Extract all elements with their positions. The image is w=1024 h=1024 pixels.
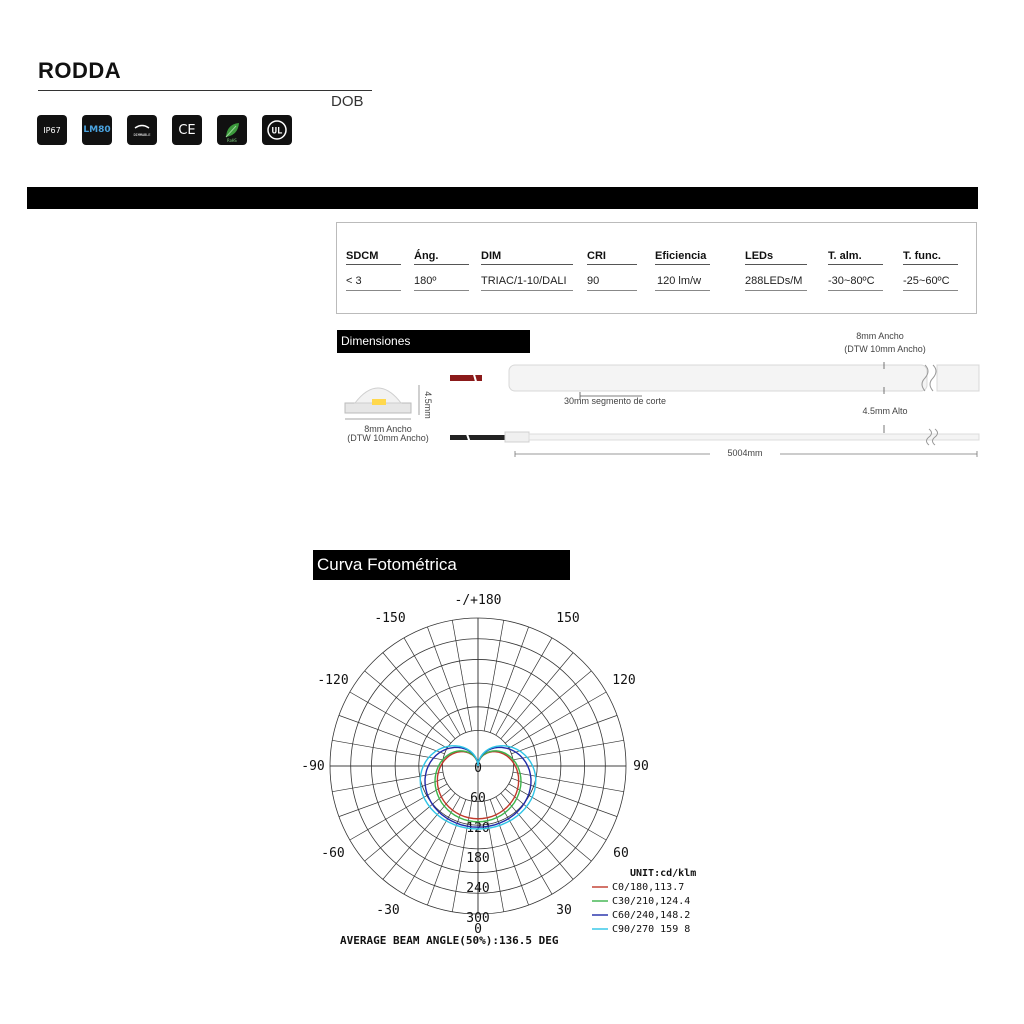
spec-header-rule: [481, 264, 573, 265]
polar-spoke: [332, 740, 443, 760]
polar-spoke: [496, 797, 552, 894]
title-divider: [38, 90, 372, 91]
polar-angle-label: 0: [474, 922, 482, 937]
polar-spoke: [350, 784, 447, 840]
spec-value-rule: [587, 290, 637, 291]
spec-value-rule: [828, 290, 883, 291]
spec-header-angle: Áng.: [414, 250, 439, 262]
ip67-icon: IP67: [37, 115, 67, 145]
rohs-leaf-icon: [217, 115, 247, 145]
spec-value-rule: [655, 290, 710, 291]
spec-table: [336, 222, 977, 314]
strip-height-label: 4.5mm Alto: [862, 406, 908, 416]
spec-value-rule: [346, 290, 401, 291]
profile-width-label: 8mm Ancho: [364, 424, 412, 434]
legend-label-1: C30/210,124.4: [612, 896, 691, 907]
photometric-unit-label: UNIT:cd/klm: [630, 868, 697, 879]
spec-header-rule: [828, 264, 883, 265]
cut-segment-label: 30mm segmento de corte: [563, 396, 667, 406]
lm80-icon: LM80: [82, 115, 112, 145]
spec-header-efficiency: Eficiencia: [655, 250, 707, 262]
polar-angle-label: -30: [376, 903, 400, 918]
photometric-polar-chart: [290, 590, 730, 960]
spec-value-rule: [903, 290, 958, 291]
polar-angle-label: -60: [321, 846, 345, 861]
spec-header-rule: [346, 264, 401, 265]
profile-height-label: 4.5mm: [423, 391, 433, 419]
strip-width-label: 8mm Ancho: [856, 331, 904, 341]
polar-radial-label: 60: [470, 791, 486, 806]
spec-value-leds: 288LEDs/M: [745, 275, 803, 287]
legend-label-3: C90/270 159 8: [612, 924, 691, 935]
spec-header-storage-temp: T. alm.: [828, 250, 862, 262]
spec-value-rule: [481, 290, 573, 291]
legend-label-2: C60/240,148.2: [612, 910, 691, 921]
spec-header-rule: [587, 264, 637, 265]
spec-value-rule: [745, 290, 807, 291]
spec-value-angle: 180º: [414, 275, 437, 287]
polar-spoke: [513, 740, 624, 760]
spec-header-rule: [414, 264, 469, 265]
polar-radial-label: 120: [466, 821, 490, 836]
polar-spoke: [404, 797, 460, 894]
profile-cross-section: [345, 385, 419, 419]
strip-length-label: 5004mm: [710, 448, 780, 458]
polar-angle-label: 120: [612, 673, 636, 688]
spec-header-rule: [655, 264, 710, 265]
polar-radial-label: 0: [474, 761, 482, 776]
polar-angle-label: 150: [556, 611, 580, 626]
spec-value-operating-temp: -25~60ºC: [903, 275, 950, 287]
profile-width-dtw-label: (DTW 10mm Ancho): [347, 433, 429, 443]
spec-header-dim: DIM: [481, 250, 502, 262]
polar-spoke: [509, 784, 606, 840]
polar-angle-label: 30: [556, 903, 572, 918]
spec-header-rule: [745, 264, 807, 265]
spec-header-leds: LEDs: [745, 250, 774, 262]
photometric-title: Curva Fotométrica: [313, 550, 570, 580]
strip-top-view: [450, 362, 979, 400]
spec-value-efficiency: 120 lm/w: [657, 275, 702, 287]
svg-text:UL: UL: [271, 126, 283, 137]
spec-header-rule: [903, 264, 958, 265]
spec-value-cri: 90: [587, 275, 600, 287]
polar-spoke: [484, 620, 504, 731]
spec-value-rule: [414, 290, 469, 291]
polar-radial-label: 180: [466, 851, 490, 866]
dimensions-title: Dimensiones: [337, 330, 530, 353]
spec-header-cri: CRI: [587, 250, 606, 262]
polar-spoke: [509, 692, 606, 748]
polar-radial-label: 240: [466, 881, 490, 896]
polar-spoke: [404, 638, 460, 735]
ul-icon: [262, 115, 292, 145]
spec-value-dim: TRIAC/1-10/DALI: [481, 275, 567, 287]
average-beam-angle: AVERAGE BEAM ANGLE(50%):136.5 DEG: [340, 934, 559, 947]
dimmable-icon: [127, 115, 157, 145]
polar-angle-label: 60: [613, 846, 629, 861]
polar-spoke: [496, 638, 552, 735]
product-type: DOB: [331, 93, 364, 110]
polar-angle-label: -150: [374, 611, 406, 626]
ce-icon: CE: [172, 115, 202, 145]
spec-header-operating-temp: T. func.: [903, 250, 941, 262]
strip-width-dtw-label: (DTW 10mm Ancho): [844, 344, 926, 354]
spec-value-sdcm: < 3: [346, 275, 362, 287]
polar-angle-label: -120: [317, 673, 349, 688]
spec-header-sdcm: SDCM: [346, 250, 379, 262]
polar-radial-label: 300: [466, 911, 490, 926]
polar-angle-label: 90: [633, 759, 649, 774]
polar-spoke: [350, 692, 447, 748]
polar-angle-label: -90: [301, 759, 325, 774]
product-title: RODDA: [38, 58, 122, 83]
polar-spoke: [452, 620, 472, 731]
legend-label-0: C0/180,113.7: [612, 882, 685, 893]
spec-value-storage-temp: -30~80ºC: [828, 275, 875, 287]
svg-text:RoHS: RoHS: [227, 138, 237, 143]
section-header-bar: [27, 187, 978, 209]
svg-text:DIMMABLE: DIMMABLE: [133, 133, 151, 137]
polar-angle-label: -/+180: [454, 593, 502, 608]
